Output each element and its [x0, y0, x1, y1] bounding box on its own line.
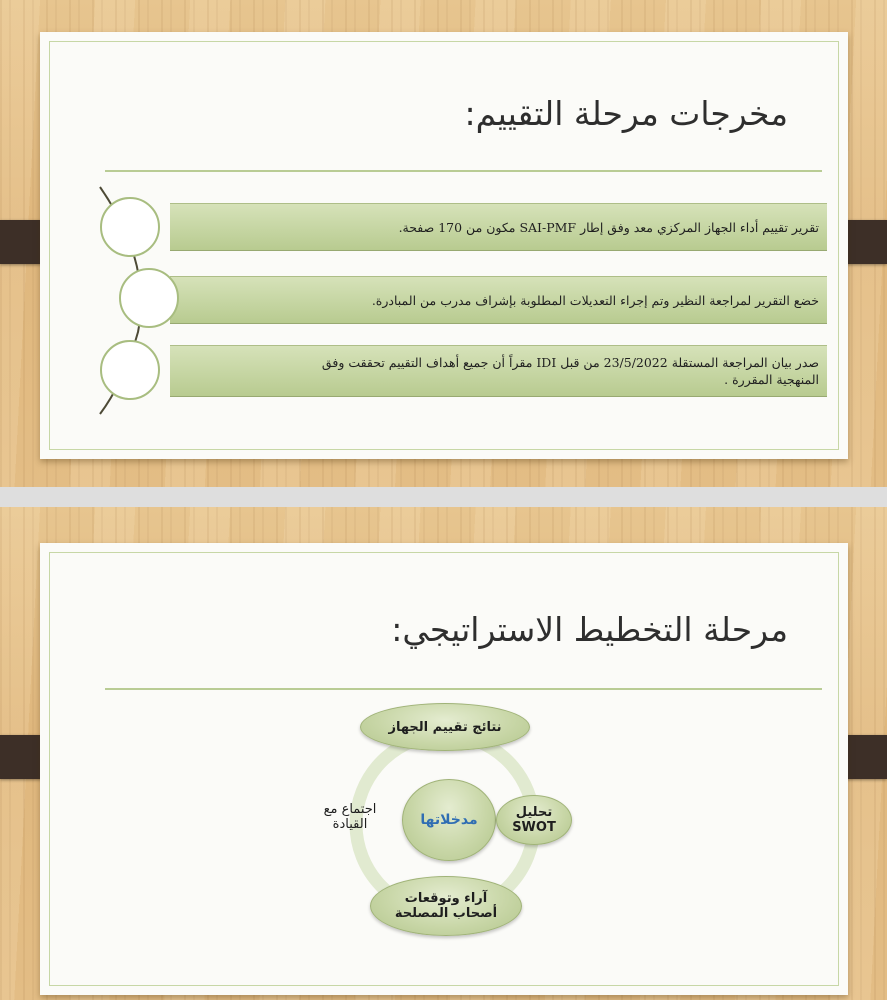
list-bullet-circle-1 [100, 197, 160, 257]
panel-separator [0, 487, 887, 507]
slide-2-title: مرحلة التخطيط الاستراتيجي: [391, 610, 788, 649]
list-item-bar-2 [170, 276, 827, 324]
slide-1[interactable] [40, 32, 848, 459]
cycle-node-right: تحليل SWOT [496, 795, 572, 845]
cycle-node-top: نتائج تقييم الجهاز [360, 703, 530, 751]
list-item-text-1: تقرير تقييم أداء الجهاز المركزي معد وفق إطار SAI-PMF مكون من 170 صفحة. [398, 219, 819, 235]
cycle-node-left: اجتماع مع القيادة [323, 802, 377, 832]
list-item-text-2: خضع التقرير لمراجعة النظير وتم إجراء التعديلات المطلوبة بإشراف مدرب من المبادرة. [371, 292, 819, 308]
slide-1-panel [0, 0, 887, 487]
list-bullet-circle-3 [100, 340, 160, 400]
list-item-text-3: صدر بيان المراجعة المستقلة 23/5/2022 من قبل IDI مقراً أن جميع أهداف التقييم تحققت وفق المنهجية المقررة . [321, 355, 819, 387]
slide-1-title: مخرجات مرحلة التقييم: [464, 94, 788, 133]
cycle-node-bottom: آراء وتوقعات أصحاب المصلحة [370, 876, 522, 936]
cycle-center-node: مدخلاتها [402, 779, 496, 861]
list-bullet-circle-2 [119, 268, 179, 328]
slide-2[interactable] [40, 543, 848, 995]
list-item-bar-3 [170, 345, 827, 397]
slide-2-panel [0, 507, 887, 1000]
list-item-bar-1 [170, 203, 827, 251]
